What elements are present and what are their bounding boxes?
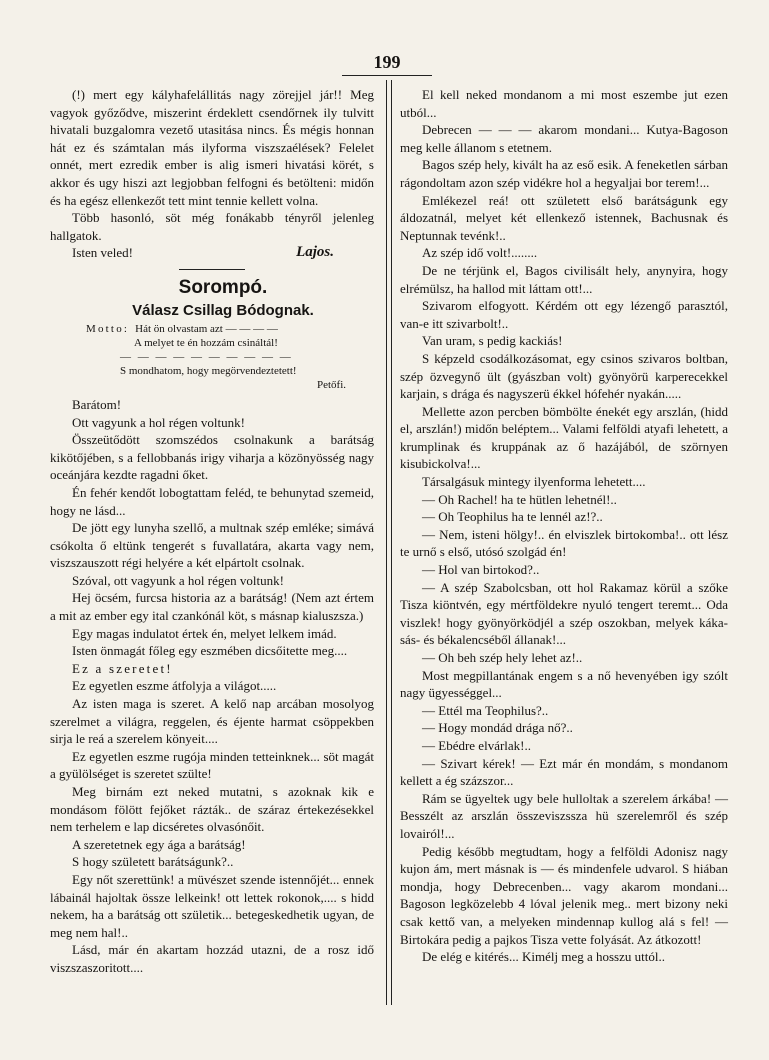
- column-divider: [386, 80, 392, 1005]
- body-paragraph: Az szép idő volt!........: [422, 245, 538, 261]
- left-column: [50, 86, 374, 977]
- dialogue-line: — Hol van birtokod?..: [422, 562, 540, 578]
- right-column: [400, 86, 728, 966]
- dialogue-line: — Oh Rachel! ha te hütlen lehetnél!..: [422, 491, 617, 507]
- dialogue-line: — Szivart kérek! — Ezt már én mondám, s mondanom kellett a ég százszor...: [400, 755, 728, 789]
- body-paragraph: Ez egyetlen eszme átfolyja a világot.....: [72, 678, 277, 694]
- body-paragraph: Egy nőt szerettünk! a müvészet szende istennőjét... ennek lábainál hajoltak össze lelkeink! ott lettek rokonok,.... s hidd nekem, ha a barátság ott születik... betegeskedhetik ugyan, de meg nem hal!..: [50, 871, 374, 940]
- dialogue-line: — Nem, isteni hölgy!.. én elviszlek birtokomba!.. ott lész te urnő s első, utósó szolgád én!: [400, 526, 728, 560]
- motto-line: S mondhatom, hogy megörvendeztetett!: [120, 364, 297, 377]
- body-paragraph: Ez egyetlen eszme rugója minden tetteinknek... söt magát a gyülölséget is szeretet szülte!: [50, 748, 374, 782]
- body-paragraph: Szóval, ott vagyunk a hol régen voltunk!: [72, 572, 284, 588]
- body-paragraph: Ott vagyunk a hol régen voltunk!: [72, 414, 245, 430]
- body-paragraph: S hogy született barátságunk?..: [72, 854, 234, 870]
- intro-closing: Isten veled!: [72, 245, 134, 261]
- body-paragraph: Társalgásuk mintegy ilyenforma lehetett....: [422, 474, 646, 490]
- motto-block: [50, 322, 374, 392]
- body-paragraph: De jött egy lunyha szellő, a multnak szép emléke; simává csókolta ő eltünk tengerét s fuvallatára, akarta vagy nem, viszszauszott régi helyére a két elpártolt csolnak.: [50, 520, 374, 571]
- page-number-rule: [342, 75, 432, 76]
- signature: Lajos.: [296, 244, 334, 261]
- body-paragraph: Most megpillantának engem s a nő hevenyében igy szólt nagy ügyességgel...: [400, 667, 728, 701]
- body-paragraph: Debrecen — — — akarom mondani... Kutya-Bagoson meg kelle állanom s etetnem.: [400, 122, 728, 155]
- body-paragraph: El kell neked mondanom a mi most eszembe jut ezen utból...: [400, 87, 728, 120]
- dialogue-line: — Hogy mondád drága nő?..: [422, 720, 573, 736]
- body-paragraph: Meg birnám ezt neked mutatni, s azoknak kik e mondásom fölött fejőket rázták.. de száraz értekezésekkel nem terhelem e lap dicséretes olvasónőit.: [50, 784, 374, 835]
- dialogue-line: — Ebédre elvárlak!..: [422, 737, 532, 753]
- body-paragraph: Egy magas indulatot értek én, melyet lelkem imád.: [72, 625, 337, 641]
- body-paragraph: Bagos szép hely, kivált ha az eső esik. A feneketlen sárban rágondoltam azon szép vidékre hol a hegyaljai bor terem!...: [400, 157, 728, 190]
- body-paragraph: Az isten maga is szeret. A kelő nap arcában mosolyog szerelmet a világra, reggelen, és éjente harmat csöppekben sirja le reá a szerelem könyeit....: [50, 696, 374, 747]
- body-paragraph: Én fehér kendőt lobogtattam feléd, te behunytad szemeid, hogy ne lásd...: [50, 484, 374, 518]
- dialogue-line: — A szép Szabolcsban, ott hol Rakamaz körül a szőke Tisza kiöntvén, egy mértföldekre nyuló tengert teremt... Oda viszlek! hogy gyönyörködjél a szép oszokban, melyek káka- sás- és békalencséből állanak!...: [400, 579, 728, 648]
- body-paragraph: Isten önmagát főleg egy eszmében dicsőitette meg....: [72, 643, 348, 659]
- motto-author: Petőfi.: [316, 378, 346, 391]
- intro-paragraph: Több hasonló, söt még fonákabb tényről jelenleg hallgatok.: [50, 210, 374, 243]
- body-paragraph: De ne térjünk el, Bagos civilisált hely, anynyira, hogy elrémülsz, ha hallod mit láttam ott!...: [400, 262, 728, 296]
- article-subtitle: Válasz Csillag Bódognak.: [132, 301, 314, 319]
- body-paragraph: Összeütődött szomszédos csolnakunk a barátság kikötőjében, s a fellobbanás irigy viharja a közönyösség nagy oceánjára kezdte ragadni őket.: [50, 432, 374, 483]
- dialogue-line: — Oh beh szép hely lehet az!..: [422, 650, 583, 665]
- intro-paragraph: (!) mert egy kályhafelállitás nagy zörejjel jár!! Meg vagyok győződve, miszerint érdeklett csendőrnek ily tulvitt hivatali buzgalomra vezető utasitása nincs. És mégis honnan hát ez és számtalan más ilyforma viszszaélések? Felelet onnét, mert ezredik ember is alig ismeri hivatási körét, s akkor és ugy hiszi azt legjobban felfogni és betölteni: midőn és ha egész ellenkezőt tett mint tennie kellett volna.: [50, 87, 374, 208]
- body-paragraph: Hej öcsém, furcsa historia az a barátság! (Nem azt értem a mit az ember egy ital czankónál köt, s másnap kialuszsza.): [50, 590, 374, 624]
- article-title: Sorompó.: [178, 276, 268, 298]
- body-paragraph: Barátom!: [72, 396, 122, 412]
- motto-line: A melyet te én hozzám csináltál!: [134, 336, 278, 349]
- motto-label: Motto:: [86, 322, 130, 335]
- body-paragraph: Ez a szeretet!: [72, 660, 173, 676]
- body-paragraph: Rám se ügyeltek ugy bele hulloltak a szerelem árkába! — Besszélt az arszlán összeviszssza hü szerelemről és szép lovairól!...: [400, 790, 728, 841]
- body-paragraph: Van uram, s pedig kackiás!: [422, 333, 563, 349]
- page-number: 199: [373, 52, 401, 72]
- body-paragraph: Mellette azon percben bömbölte énekét egy arszlán, (hidd el, arszlán!) midőn beléptem... Valami felföldi atyafi lehetett, a krumplinak és kruppának az ő hazájából, de szörnyen kisubickolva!...: [400, 403, 728, 472]
- body-paragraph: De elég e kitérés... Kimélj meg a hosszu uttól..: [422, 949, 665, 965]
- dialogue-line: — Oh Teophilus ha te lennél az!?..: [422, 509, 603, 525]
- body-paragraph: Pedig később megtudtam, hogy a felföldi Adonisz nagy kujon ám, mert másnak is — és mindenfele udvarol. S hiában mondja, hogy Debrecenben... vagy akarom mondani... Bagoson legközelebb 4 lóval jelenik meg.. mert bizony neki csak kettő van, a melyeken mindennap kullog alá s fel! — Birtokára pedig a pajkos Tisza vette folyását. Az átkozott!: [400, 843, 728, 947]
- motto-dashes: — — — — — — — — — —: [120, 350, 293, 363]
- body-paragraph: Lásd, már én akartam hozzád utazni, de a rosz idő viszszaszoritott....: [50, 942, 374, 975]
- body-paragraph: Szivarom elfogyott. Kérdém ott egy lézengő parasztól, van-e itt szivarbolt!..: [400, 298, 728, 331]
- section-rule: [179, 269, 245, 270]
- body-paragraph: Emlékezel reá! ott született első barátságunk egy áldozatnál, melyet két ellenkező istennek, Bachusnak és Neptunnak tevénk!..: [400, 192, 728, 243]
- motto-line: Hát ön olvastam azt — — — —: [135, 322, 278, 335]
- body-paragraph: S képzeld csodálkozásomat, egy csinos szivaros boltban, szép özvegynő ült (gyászban volt) gyönyörü karperecekkel karjain, s drága és nagyszerü ékkel hófehér nyakán.....: [400, 350, 728, 402]
- dialogue-line: — Ettél ma Teophilus?..: [422, 702, 549, 718]
- body-paragraph: A szeretetnek egy ága a barátság!: [72, 836, 246, 852]
